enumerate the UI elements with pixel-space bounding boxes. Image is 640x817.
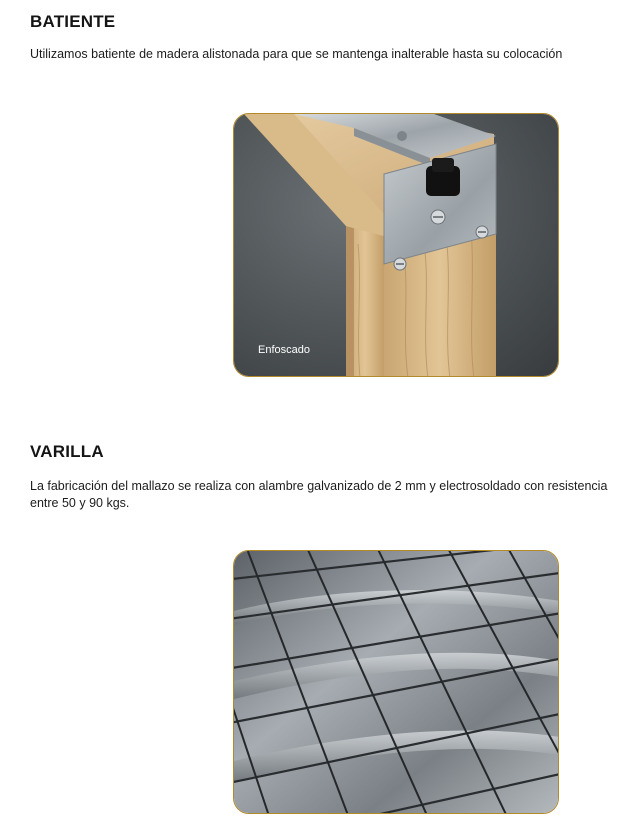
varilla-photo bbox=[233, 550, 559, 814]
section-title-varilla: VARILLA bbox=[30, 442, 104, 461]
wooden-frame-photo-icon bbox=[234, 114, 559, 377]
wire-mesh-photo-icon bbox=[234, 551, 559, 814]
photo-caption: Enfoscado bbox=[258, 344, 310, 356]
batiente-photo bbox=[233, 113, 559, 377]
section-text-batiente: Utilizamos batiente de madera alistonada para que se mantenga inalterable hasta su colocación bbox=[30, 47, 563, 61]
section-title-batiente: BATIENTE bbox=[30, 12, 116, 31]
section-text-varilla: La fabricación del mallazo se realiza con alambre galvanizado de 2 mm y electrosoldado con resistencia entre 50 y 90 kgs. bbox=[30, 479, 608, 510]
